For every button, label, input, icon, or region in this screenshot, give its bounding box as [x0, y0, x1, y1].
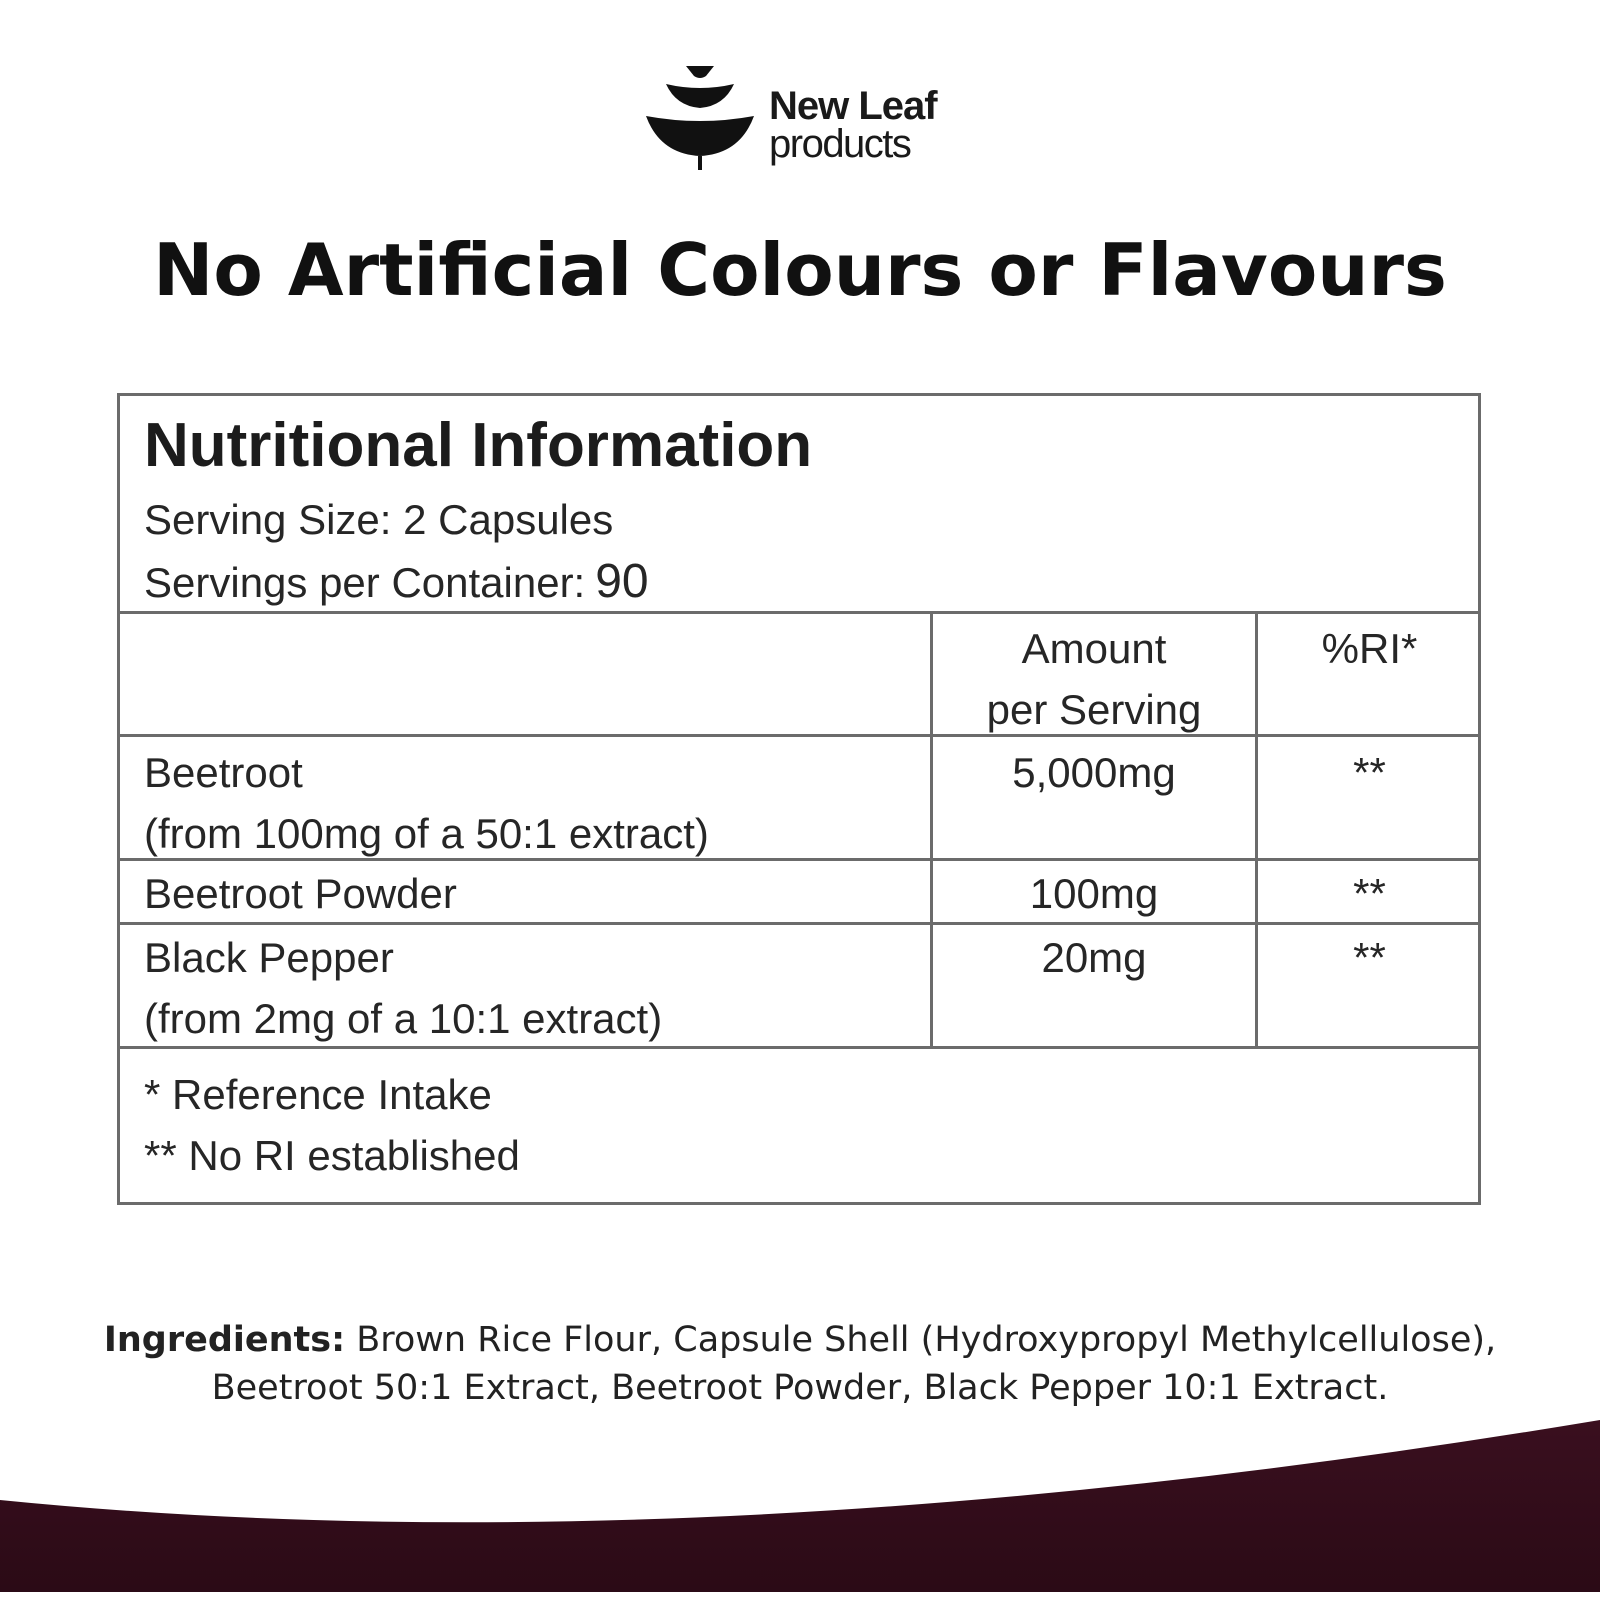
nutrition-table — [117, 393, 1481, 1205]
nutrient-ri: ** — [1353, 870, 1386, 917]
servings-per-container-value: 90 — [595, 555, 649, 608]
table-divider — [120, 734, 1478, 737]
ingredients-text: Brown Rice Flour, Capsule Shell (Hydroxypropyl Methylcellulose), — [345, 1320, 1497, 1360]
ingredients-line2: Beetroot 50:1 Extract, Beetroot Powder, Black Pepper 10:1 Extract. — [211, 1368, 1389, 1408]
nutrient-ri: ** — [1353, 749, 1386, 796]
table-row-name — [144, 742, 709, 864]
column-header-amount — [933, 618, 1255, 740]
servings-per-container-label: Servings per Container: — [144, 559, 586, 606]
nutrient-source: (from 2mg of a 10:1 extract) — [144, 995, 663, 1042]
nutrient-name: Beetroot — [144, 749, 303, 796]
nutrition-header — [120, 396, 1478, 612]
brand-subname: products — [769, 122, 911, 166]
nutrition-title: Nutritional Information — [144, 411, 813, 480]
ingredients-label: Ingredients: — [103, 1320, 346, 1360]
serving-size: Serving Size: 2 Capsules — [144, 496, 614, 543]
servings-per-container — [144, 554, 649, 609]
brand-wordmark — [769, 86, 937, 164]
footnote-reference-intake: * Reference Intake — [144, 1071, 492, 1118]
ingredients — [60, 1316, 1540, 1412]
column-header-ri: %RI* — [1321, 625, 1418, 672]
nutrient-amount: 20mg — [1041, 934, 1147, 981]
footnotes — [144, 1064, 520, 1186]
nutrient-amount: 5,000mg — [1012, 749, 1176, 796]
tiered-leaf-tree-icon — [644, 62, 759, 172]
nutrient-name: Beetroot Powder — [144, 870, 457, 917]
nutrient-amount: 100mg — [1029, 870, 1159, 917]
column-header-amount-line2: per Serving — [986, 686, 1202, 733]
ingredients-line1 — [60, 1316, 1540, 1364]
headline: No Artificial Colours or Flavours — [153, 228, 1447, 312]
table-row-name — [144, 863, 457, 924]
nutrient-source: (from 100mg of a 50:1 extract) — [144, 810, 709, 857]
table-row-name — [144, 927, 662, 1049]
decorative-wave — [0, 1420, 1600, 1600]
footnote-no-ri: ** No RI established — [144, 1132, 520, 1179]
brand-logo — [644, 62, 974, 177]
brand-name: New Leaf — [769, 84, 937, 128]
nutrient-ri: ** — [1353, 934, 1386, 981]
table-divider — [120, 611, 1478, 614]
column-header-amount-line1: Amount — [1021, 625, 1167, 672]
nutrient-name: Black Pepper — [144, 934, 394, 981]
